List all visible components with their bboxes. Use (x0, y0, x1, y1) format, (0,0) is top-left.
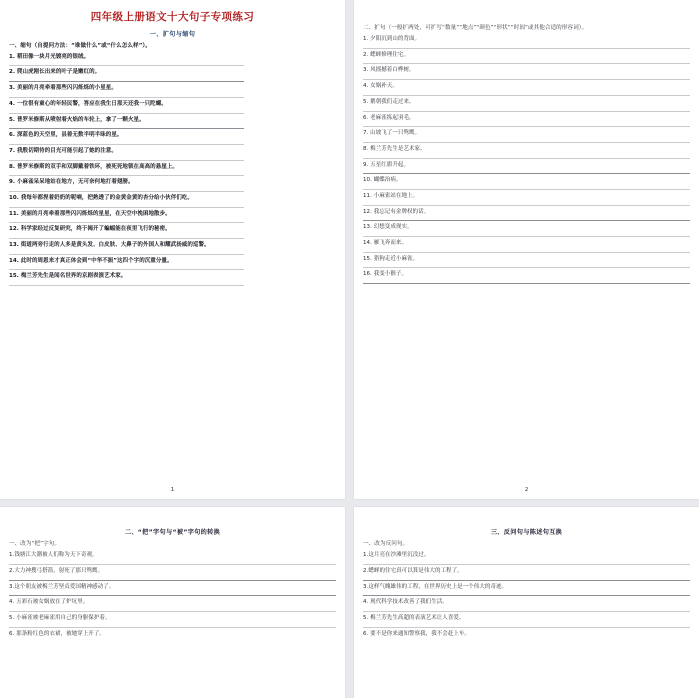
answer-rule (363, 236, 690, 237)
exercise-block (9, 566, 336, 582)
document-page-3[interactable] (0, 507, 345, 698)
list-item: 2.蟋蟀的住宅真可以算是伟大的工程了。 (363, 567, 463, 574)
document-page-1[interactable] (0, 0, 345, 499)
list-item: 2.大力神搜弓搭箭，射死了那只鸳鹰。 (9, 567, 104, 574)
answer-rule (363, 220, 690, 221)
exercise-block (9, 162, 336, 178)
answer-rule (9, 65, 244, 66)
exercise-block (9, 130, 336, 146)
list-item: 14. 此时的周恩来才真正体会到“中华不振”这四个字的沉重分量。 (9, 257, 173, 264)
exercise-block (9, 240, 336, 256)
list-item: 15. 梅兰芳先生是闻名世界的京剧表演艺术家。 (9, 273, 127, 280)
list-item: 4. 现代科学技术改善了我们生活。 (363, 599, 448, 606)
exercise-block (363, 597, 690, 613)
exercise-block (363, 269, 690, 285)
list-item: 1. 夕阳沉到山的背面。 (363, 36, 421, 43)
answer-rule (363, 79, 690, 80)
list-item: 3.这样气魄雄伟的工程，在世界历史上是一个伟大的奇迹。 (363, 583, 508, 590)
list-item: 15. 猎狗走近小麻雀。 (363, 255, 419, 262)
exercise-block (363, 97, 690, 113)
list-item: 6. 那条粉红色的衣裙，被她穿上开了。 (9, 630, 105, 637)
exercise-block (9, 146, 336, 162)
list-item: 2. 爬山虎刚长出来的叶子是嫩红的。 (9, 69, 101, 76)
list-item: 7. 我殷切期待的目光可能引起了她的注意。 (9, 147, 117, 154)
exercise-block (363, 50, 690, 66)
list-item: 3.这个朋友被梅兰芳坚贞爱国精神感动了。 (9, 583, 115, 590)
answer-rule (363, 173, 690, 174)
list-item: 5. 梅兰芳先生高超的表演艺术让人喜爱。 (363, 614, 465, 621)
answer-rule (363, 126, 690, 127)
exercise-block (363, 629, 690, 640)
list-item: 13. 街道两旁行走的人多是黄头发、白皮肤、大鼻子的外国人和耀武扬威的巡警。 (9, 242, 210, 249)
answer-rule (9, 81, 244, 82)
list-item: 3. 风摇撼着白桦树。 (363, 67, 415, 74)
exercise-block (9, 177, 336, 193)
list-item: 1.这月亮在沙滩里沉没过。 (363, 552, 430, 559)
list-item: 8. 普罗米修斯的双手和双脚戴着铁环，被死死地锁在高高的悬崖上。 (9, 163, 178, 170)
answer-rule (363, 205, 690, 206)
list-item: 5. 小麻雀被老麻雀用自己的身躯保护着。 (9, 614, 111, 621)
exercise-block (9, 209, 336, 225)
list-item: 9. 五星红旗升起。 (363, 161, 409, 168)
answer-rule (363, 63, 690, 64)
list-item: 9. 小麻雀呆呆地站在地方，无可奈何地打着翅膀。 (9, 179, 134, 186)
list-item: 11. 小麻雀站在地上。 (363, 192, 419, 199)
list-item: 7. 山坡飞了一只鸳鹰。 (363, 130, 421, 137)
answer-rule (9, 144, 244, 145)
exercise-block (363, 81, 690, 97)
exercise-block (9, 52, 336, 68)
page-2-instruction: 二、扩句（一般扩两处，可扩写“数量”“地点”“颜色”“形状”“时间”或其他合适的形容词）。 (363, 25, 588, 31)
answer-rule (9, 128, 244, 129)
document-page-4[interactable] (354, 507, 699, 698)
answer-rule (363, 627, 690, 628)
page-1-instruction: 一、缩句（自提问方法：“谁做什么”或“什么怎么样”）。 (9, 42, 151, 49)
list-item: 10. 我每年都捏着奶奶的呢喃，把熟透了的金黄金黄的杏分给小伙伴们吃。 (9, 194, 193, 201)
list-item: 4. 一位很有童心的年轻民警，答应在我生日那天还我一只陀螺。 (9, 100, 167, 107)
exercise-block (363, 613, 690, 629)
answer-rule (9, 175, 244, 176)
answer-rule (9, 238, 244, 239)
exercise-block (363, 550, 690, 566)
list-item: 5. 普罗米修斯从喷射着火焰的车轮上，拿了一颗火星。 (9, 116, 145, 123)
page-1-section-title: 一、扩句与缩句 (149, 30, 196, 38)
exercise-block (9, 271, 336, 287)
list-item: 14. 雁飞奔而来。 (363, 240, 407, 247)
exercise-block (9, 224, 336, 240)
answer-rule (9, 269, 244, 270)
answer-rule (363, 48, 690, 49)
list-item: 10. 蝴蝶治病。 (363, 177, 402, 184)
list-item: 1. 稻田像一块月光镀亮的银绒。 (9, 53, 90, 60)
answer-rule (363, 158, 690, 159)
answer-rule (9, 191, 244, 192)
page-number: 1 (170, 487, 175, 493)
answer-rule (363, 142, 690, 143)
exercise-block (9, 597, 336, 613)
exercise-block (363, 175, 690, 191)
answer-rule (363, 189, 690, 190)
list-item: 2. 蟋蟀修理住宅。 (363, 51, 409, 58)
page-4-instruction: 一、改为反问句。 (363, 541, 409, 548)
exercise-block (363, 582, 690, 598)
answer-rule (363, 564, 690, 565)
list-item: 3. 美丽的月亮牵着那些闪闪烁烁的小星星。 (9, 85, 117, 92)
list-item: 16. 我变小猴子。 (363, 271, 407, 278)
exercise-block (363, 34, 690, 50)
exercise-block (363, 254, 690, 270)
answer-rule (9, 254, 244, 255)
exercise-block (9, 613, 336, 629)
exercise-block (9, 629, 336, 640)
exercise-block (9, 67, 336, 83)
exercise-block (363, 238, 690, 254)
list-item: 4. 五彩石被女娲放在了炉坑里。 (9, 599, 89, 606)
document-title: 四年级上册语文十大句子专项练习 (90, 11, 255, 23)
exercise-block (9, 256, 336, 272)
answer-rule (9, 564, 336, 565)
exercise-block (363, 566, 690, 582)
exercise-block (363, 128, 690, 144)
answer-rule (9, 627, 336, 628)
page-number: 2 (524, 487, 529, 493)
answer-rule (363, 595, 690, 596)
answer-rule (363, 611, 690, 612)
answer-rule (363, 111, 690, 112)
answer-rule (363, 267, 690, 268)
answer-rule (9, 207, 244, 208)
answer-rule (9, 285, 244, 286)
list-item: 5. 鹅朝我们走过来。 (363, 98, 415, 105)
answer-rule (9, 580, 336, 581)
list-item: 6. 老麻雀拣起羽毛。 (363, 114, 415, 121)
answer-rule (9, 160, 244, 161)
list-item: 11. 美丽的月亮牵着那些闪闪烁烁的星星，在天空中挽困地散步。 (9, 210, 171, 217)
exercise-block (363, 65, 690, 81)
document-page-2[interactable] (354, 0, 699, 499)
answer-rule (9, 611, 336, 612)
list-item: 12. 我忘记有金牌权的话。 (363, 208, 430, 215)
list-item: 6. 深蓝色的天空里，县着无数半明半昧的星。 (9, 132, 123, 139)
page-4-section-title: 三、反问句与陈述句互换 (490, 529, 563, 536)
exercise-block (363, 160, 690, 176)
answer-rule (363, 252, 690, 253)
answer-rule (363, 580, 690, 581)
exercise-block (9, 83, 336, 99)
list-item: 4. 女娲补天。 (363, 83, 398, 90)
list-item: 6. 要不是你来通知警察我，我不会赶上车。 (363, 630, 471, 637)
answer-rule (9, 222, 244, 223)
answer-rule (9, 97, 244, 98)
page-3-instruction: 一、改为“把”字句。 (9, 541, 61, 548)
list-item: 13. 幻想变成现实。 (363, 224, 413, 231)
exercise-block (9, 582, 336, 598)
page-3-section-title: 二、“把”字句与“被”字句的转换 (124, 529, 221, 536)
exercise-block (9, 99, 336, 115)
answer-rule (363, 283, 690, 284)
answer-rule (363, 95, 690, 96)
answer-rule (9, 113, 244, 114)
answer-rule (9, 595, 336, 596)
exercise-block (363, 144, 690, 160)
list-item: 1.钱塘江大潮被人们称为天下奇观。 (9, 552, 98, 559)
exercise-block (363, 191, 690, 207)
exercise-block (9, 550, 336, 566)
list-item: 8. 梅兰芳先生是艺术家。 (363, 145, 426, 152)
exercise-block (9, 193, 336, 209)
exercise-block (363, 113, 690, 129)
list-item: 12. 科学家经过反复研究，终于揭开了蝙蝠能在夜里飞行的秘密。 (9, 226, 171, 233)
exercise-block (363, 207, 690, 223)
exercise-block (363, 222, 690, 238)
exercise-block (9, 115, 336, 131)
